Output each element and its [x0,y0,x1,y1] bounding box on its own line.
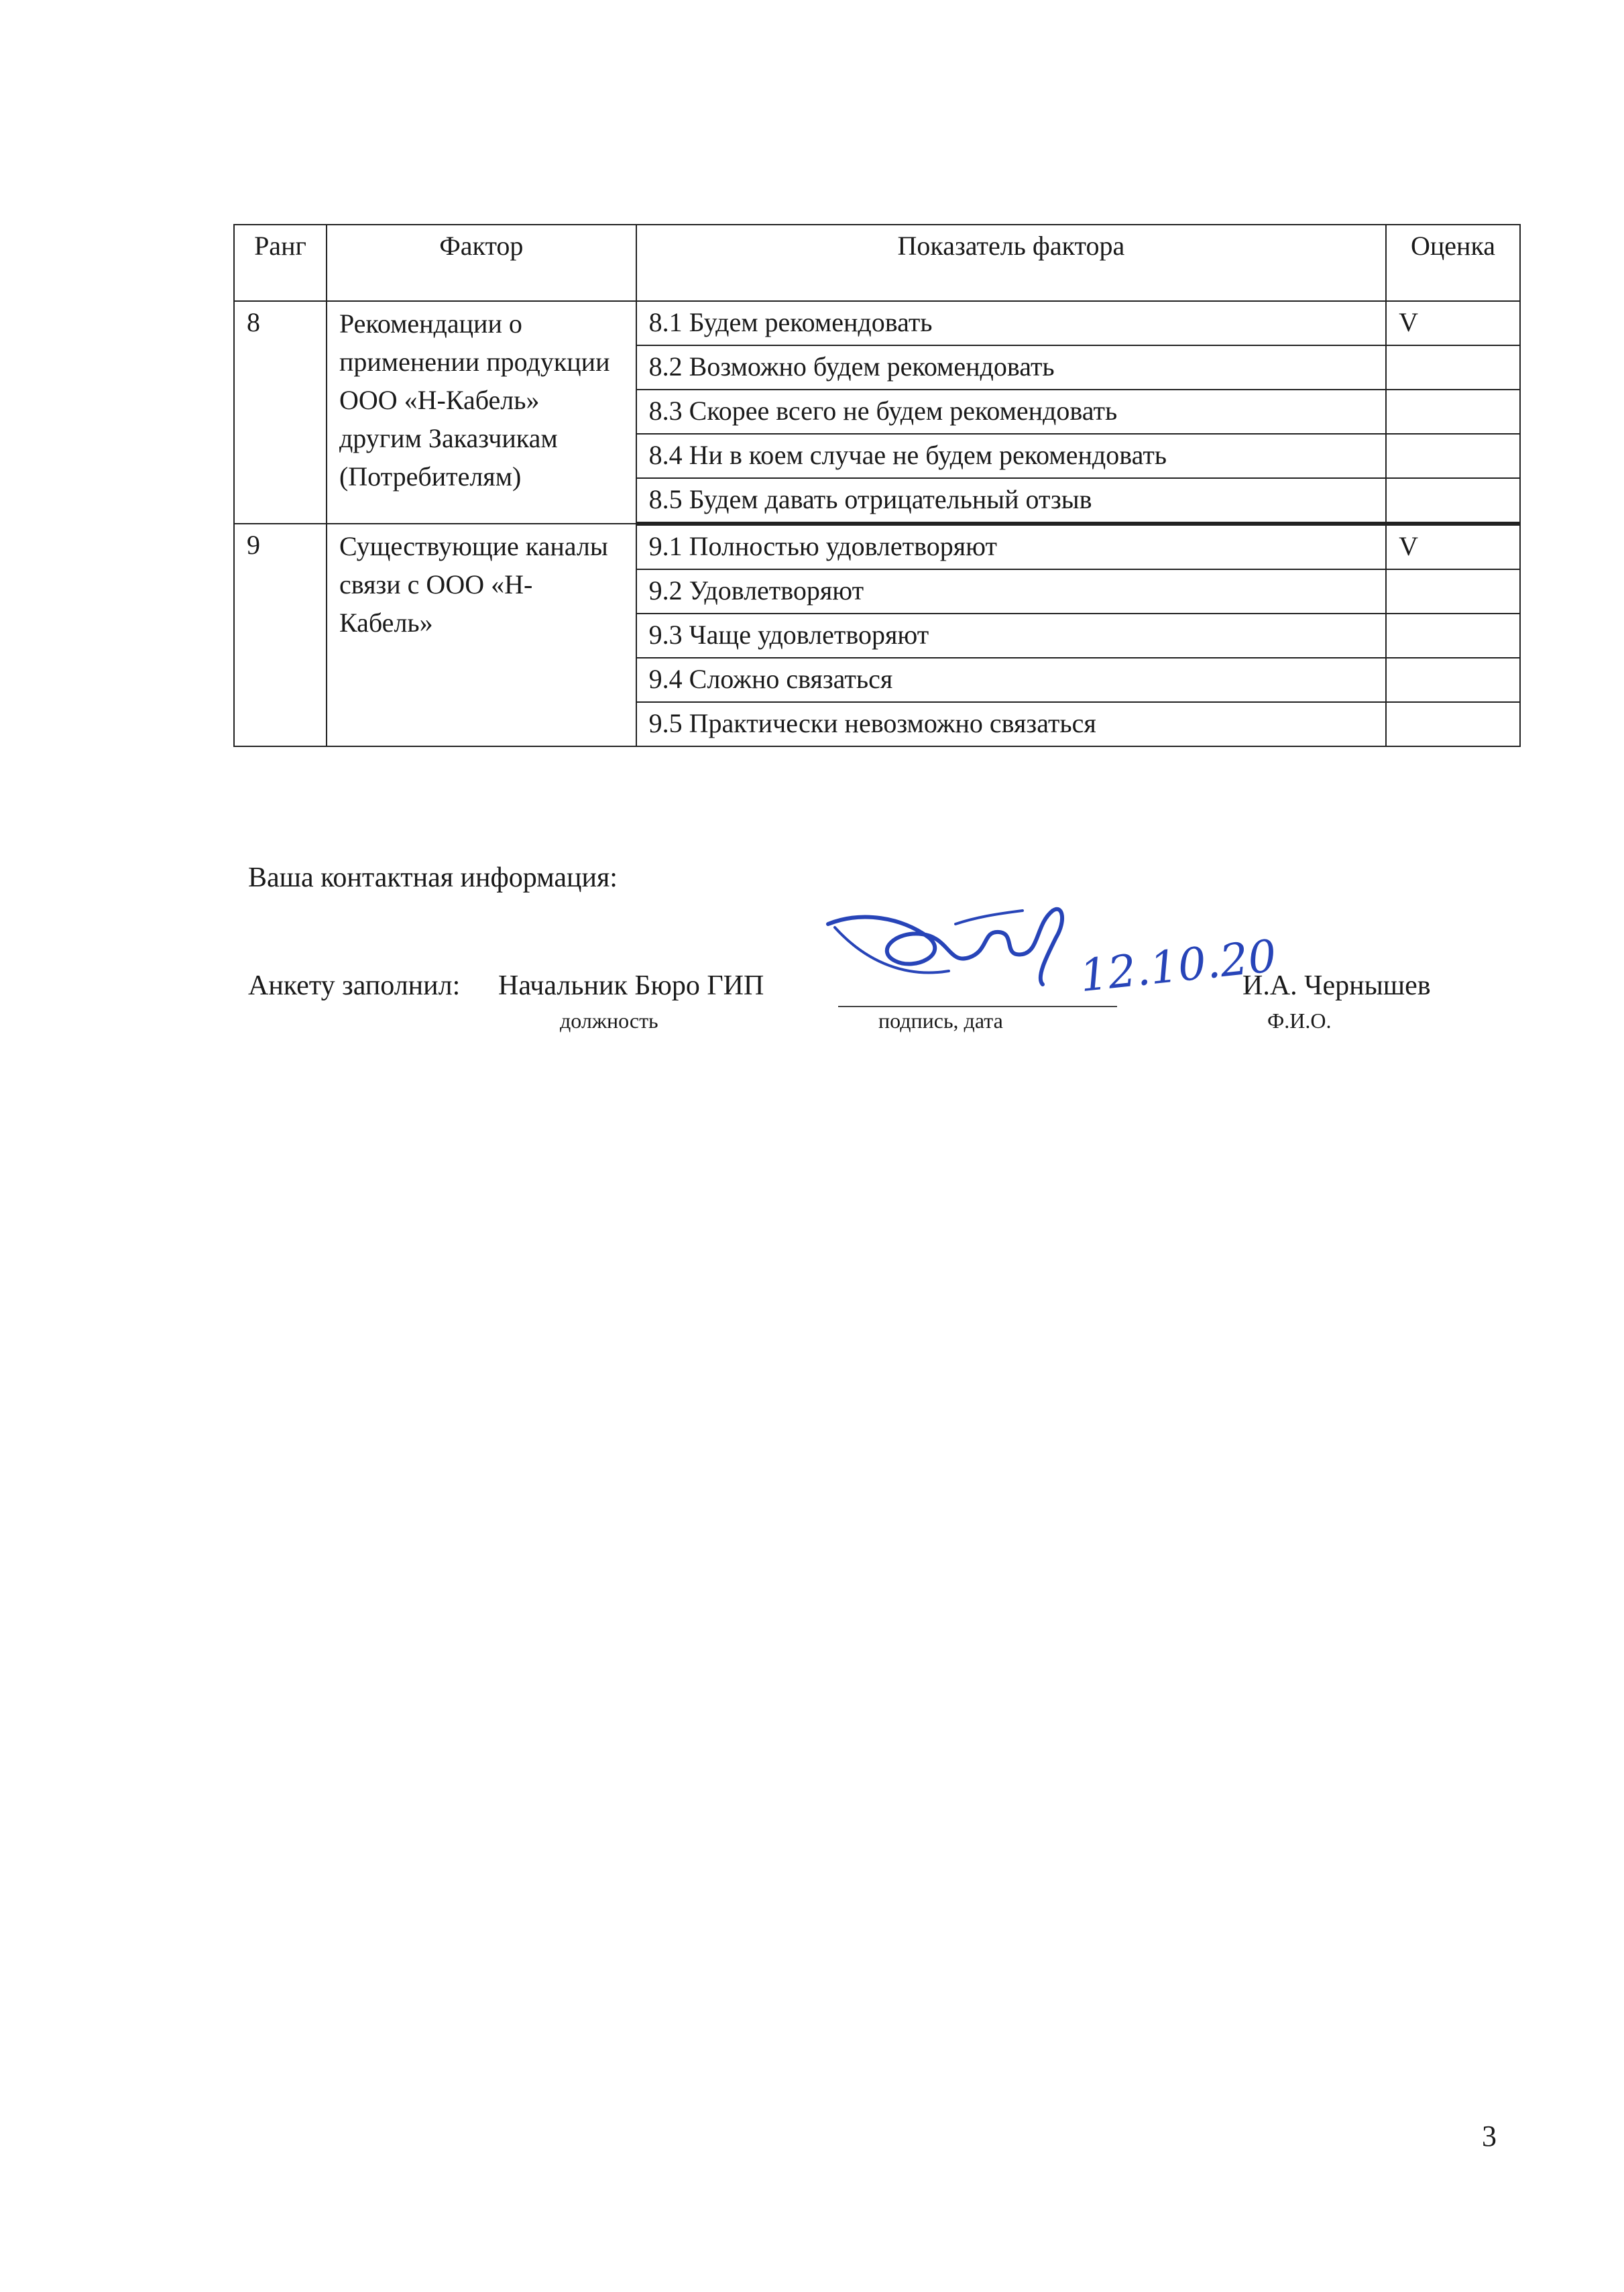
signature-line [838,1006,1117,1007]
score-cell [1386,658,1520,702]
factor-cell: Существующие каналы связи с ООО «Н-Кабель» [327,524,636,746]
fio-value: И.А. Чернышев [1242,970,1431,1001]
signature-icon [821,884,1090,1018]
header-factor: Фактор [327,225,636,301]
score-cell [1386,614,1520,658]
indicator-cell: 8.4 Ни в коем случае не будем рекомендовать [636,434,1386,478]
score-cell [1386,569,1520,614]
indicator-cell: 9.1 Полностью удовлетворяют [636,524,1386,569]
score-cell: V [1386,301,1520,345]
signature-date: 12.10.20 [1077,929,1279,1002]
page-number: 3 [1482,2120,1497,2153]
header-indicator: Показатель фактора [636,225,1386,301]
indicator-cell: 9.3 Чаще удовлетворяют [636,614,1386,658]
survey-table [233,224,1521,747]
score-cell [1386,478,1520,524]
score-cell [1386,702,1520,746]
score-cell [1386,434,1520,478]
score-cell [1386,345,1520,390]
rank-cell: 9 [234,524,327,746]
header-score: Оценка [1386,225,1520,301]
header-rank: Ранг [234,225,327,301]
signature-caption: подпись, дата [878,1009,1003,1033]
table-row [234,524,1520,569]
indicator-cell: 8.5 Будем давать отрицательный отзыв [636,478,1386,524]
role-caption: должность [560,1009,658,1033]
table-row [234,301,1520,345]
indicator-cell: 9.4 Сложно связаться [636,658,1386,702]
indicator-cell: 9.5 Практически невозможно связаться [636,702,1386,746]
score-cell [1386,390,1520,434]
indicator-cell: 9.2 Удовлетворяют [636,569,1386,614]
contact-info-label: Ваша контактная информация: [248,862,618,893]
indicator-cell: 8.2 Возможно будем рекомендовать [636,345,1386,390]
rank-cell: 8 [234,301,327,524]
role-value: Начальник Бюро ГИП [498,970,764,1001]
indicator-cell: 8.1 Будем рекомендовать [636,301,1386,345]
table-header-row [234,225,1520,301]
indicator-cell: 8.3 Скорее всего не будем рекомендовать [636,390,1386,434]
fio-caption: Ф.И.О. [1267,1009,1332,1033]
filled-by-label: Анкету заполнил: [248,970,461,1001]
factor-cell: Рекомендации о применении продукции ООО «Н-Кабель» другим Заказчикам (Потребителям) [327,301,636,524]
score-cell: V [1386,524,1520,569]
